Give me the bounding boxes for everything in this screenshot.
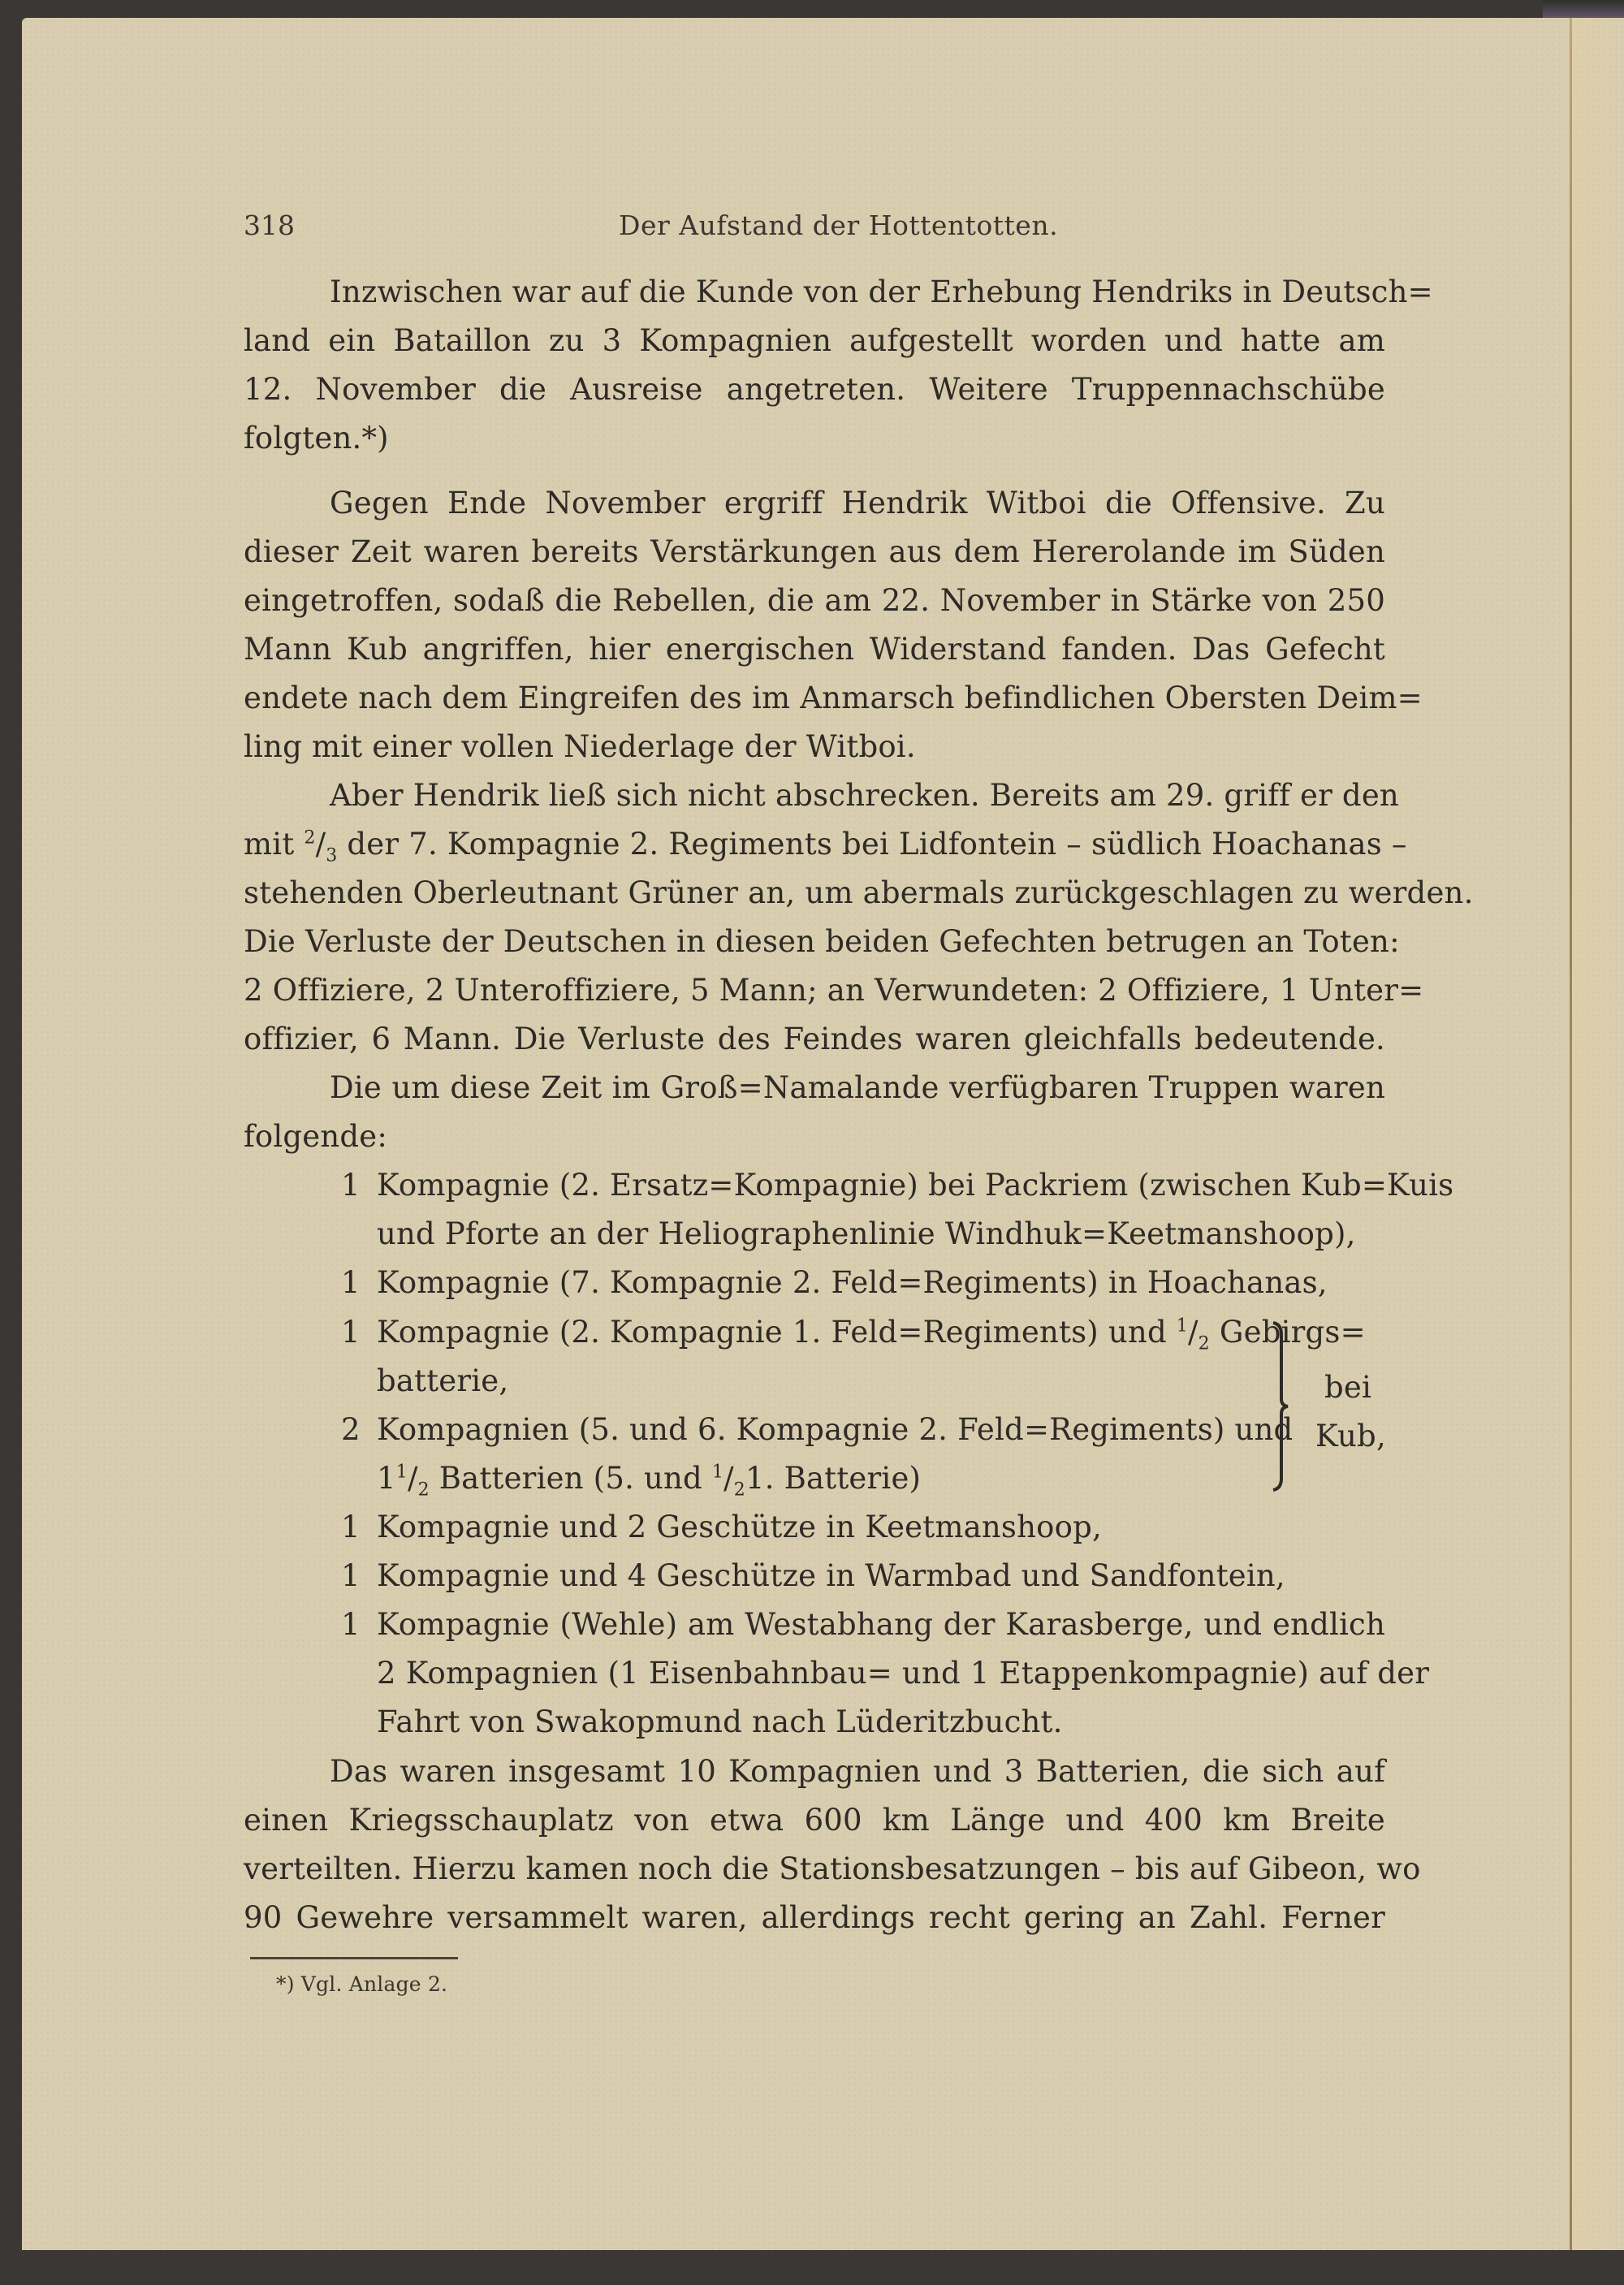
footnote-rule xyxy=(250,1957,458,1959)
list-item-line: Kompagnien (5. und 6. Kompagnie 2. Feld=Regiments) und xyxy=(377,1412,1294,1447)
text-line: Mann Kub angriffen, hier energischen Widerstand fanden. Das Gefecht xyxy=(244,632,1385,667)
text-fragment: Gebirgs= xyxy=(1219,1315,1366,1350)
fraction-denominator: 3 xyxy=(326,845,338,866)
text-line: offizier, 6 Mann. Die Verluste des Feindes waren gleichfalls bedeutende. xyxy=(244,1022,1385,1056)
page-number: 318 xyxy=(244,209,295,241)
fraction: $^1/_2$ xyxy=(711,1461,745,1501)
list-item-line: 2 Kompagnien (1 Eisenbahnbau= und 1 Etappenkompagnie) auf der xyxy=(377,1656,1430,1691)
fraction: $^1/_2$ xyxy=(395,1461,430,1501)
text-fragment: der 7. Kompagnie 2. Regiments bei Lidfontein – südlich Hoachanas – xyxy=(347,827,1407,862)
text-line: 12. November die Ausreise angetreten. Weitere Truppennachschübe xyxy=(244,372,1385,407)
fraction: $^2/_3$ xyxy=(304,827,338,866)
text-line: einen Kriegsschauplatz von etwa 600 km Länge und 400 km Breite xyxy=(244,1803,1385,1838)
running-title: Der Aufstand der Hottentotten. xyxy=(619,209,1059,241)
fraction: $^1/_2$ xyxy=(1176,1315,1210,1354)
text-line: folgende: xyxy=(244,1119,388,1154)
fraction-numerator: 1 xyxy=(395,1462,408,1483)
list-number: 1 xyxy=(341,1607,361,1642)
text-fragment: mit xyxy=(244,827,295,862)
list-item-line: Kompagnie und 2 Geschütze in Keetmanshoop, xyxy=(377,1510,1102,1544)
text-line: dieser Zeit waren bereits Verstärkungen aus dem Hererolande im Süden xyxy=(244,534,1385,569)
text-line: land ein Bataillon zu 3 Kompagnien aufgestellt worden und hatte am xyxy=(244,323,1385,358)
list-item-line xyxy=(377,1459,922,1501)
page-gutter-shade xyxy=(1572,18,1624,2250)
fraction-numerator: 2 xyxy=(304,827,316,849)
text-line: 2 Offiziere, 2 Unteroffiziere, 5 Mann; an Verwundeten: 2 Offiziere, 1 Unter= xyxy=(244,973,1424,1008)
list-item-line: batterie, xyxy=(377,1363,509,1398)
list-item-line: und Pforte an der Heliographenlinie Windhuk=Keetmanshoop), xyxy=(377,1216,1356,1251)
text-line: verteilten. Hierzu kamen noch die Stationsbesatzungen – bis auf Gibeon, wo xyxy=(244,1851,1421,1886)
list-number: 1 xyxy=(341,1168,361,1203)
text-line: eingetroffen, sodaß die Rebellen, die am 22. November in Stärke von 250 xyxy=(244,583,1385,618)
text-line: Inzwischen war auf die Kunde von der Erhebung Hendriks in Deutsch= xyxy=(330,274,1433,309)
fraction-numerator: 1 xyxy=(1176,1315,1188,1337)
text-line xyxy=(244,825,1407,866)
book-binding-edge xyxy=(1543,0,1624,19)
list-item-line: Kompagnie (7. Kompagnie 2. Feld=Regiments) in Hoachanas, xyxy=(377,1265,1328,1300)
text-line: Die um diese Zeit im Groß=Namalande verfügbaren Truppen waren xyxy=(330,1070,1385,1105)
list-number: 1 xyxy=(341,1558,361,1593)
text-line: 90 Gewehre versammelt waren, allerdings recht gering an Zahl. Ferner xyxy=(244,1900,1385,1935)
list-item-line: Kompagnie und 4 Geschütze in Warmbad und Sandfontein, xyxy=(377,1558,1285,1593)
list-number: 1 xyxy=(341,1265,361,1300)
curly-brace-icon xyxy=(1268,1321,1301,1492)
list-item-line: Kompagnie (2. Ersatz=Kompagnie) bei Packriem (zwischen Kub=Kuis xyxy=(377,1168,1454,1203)
brace-label: bei xyxy=(1324,1370,1371,1405)
list-item-line: Kompagnie (Wehle) am Westabhang der Karasberge, und endlich xyxy=(377,1607,1385,1642)
text-line: Die Verluste der Deutschen in diesen beiden Gefechten betrugen an Toten: xyxy=(244,924,1400,959)
text-line: stehenden Oberleutnant Grüner an, um abermals zurückgeschlagen zu werden. xyxy=(244,875,1474,910)
text-line: folgten.*) xyxy=(244,421,389,456)
fraction-denominator: 2 xyxy=(1198,1333,1210,1354)
list-number: 2 xyxy=(341,1412,361,1447)
text-fragment: Kompagnie (2. Kompagnie 1. Feld=Regiments) und xyxy=(377,1315,1167,1350)
text-line: ling mit einer vollen Niederlage der Witboi. xyxy=(244,729,916,764)
fraction-numerator: 1 xyxy=(711,1462,724,1483)
text-fragment: Batterien (5. und xyxy=(438,1461,702,1496)
text-line: Aber Hendrik ließ sich nicht abschrecken. Bereits am 29. griff er den xyxy=(330,778,1399,813)
brace-label: Kub, xyxy=(1315,1419,1386,1454)
text-fragment: 1. Batterie) xyxy=(745,1461,922,1496)
footnote: *) Vgl. Anlage 2. xyxy=(276,1972,448,1996)
text-fragment: 1 xyxy=(377,1461,396,1496)
text-line: Gegen Ende November ergriff Hendrik Witboi die Offensive. Zu xyxy=(330,486,1385,520)
text-line: endete nach dem Eingreifen des im Anmarsch befindlichen Obersten Deim= xyxy=(244,680,1423,715)
list-number: 1 xyxy=(341,1510,361,1544)
list-item-line: Fahrt von Swakopmund nach Lüderitzbucht. xyxy=(377,1704,1063,1739)
list-number: 1 xyxy=(341,1315,361,1350)
text-line: Das waren insgesamt 10 Kompagnien und 3 Batterien, die sich auf xyxy=(330,1754,1385,1789)
list-item-line xyxy=(377,1313,1366,1354)
fraction-denominator: 2 xyxy=(733,1479,745,1501)
running-head xyxy=(244,209,1385,247)
fraction-denominator: 2 xyxy=(417,1479,430,1501)
